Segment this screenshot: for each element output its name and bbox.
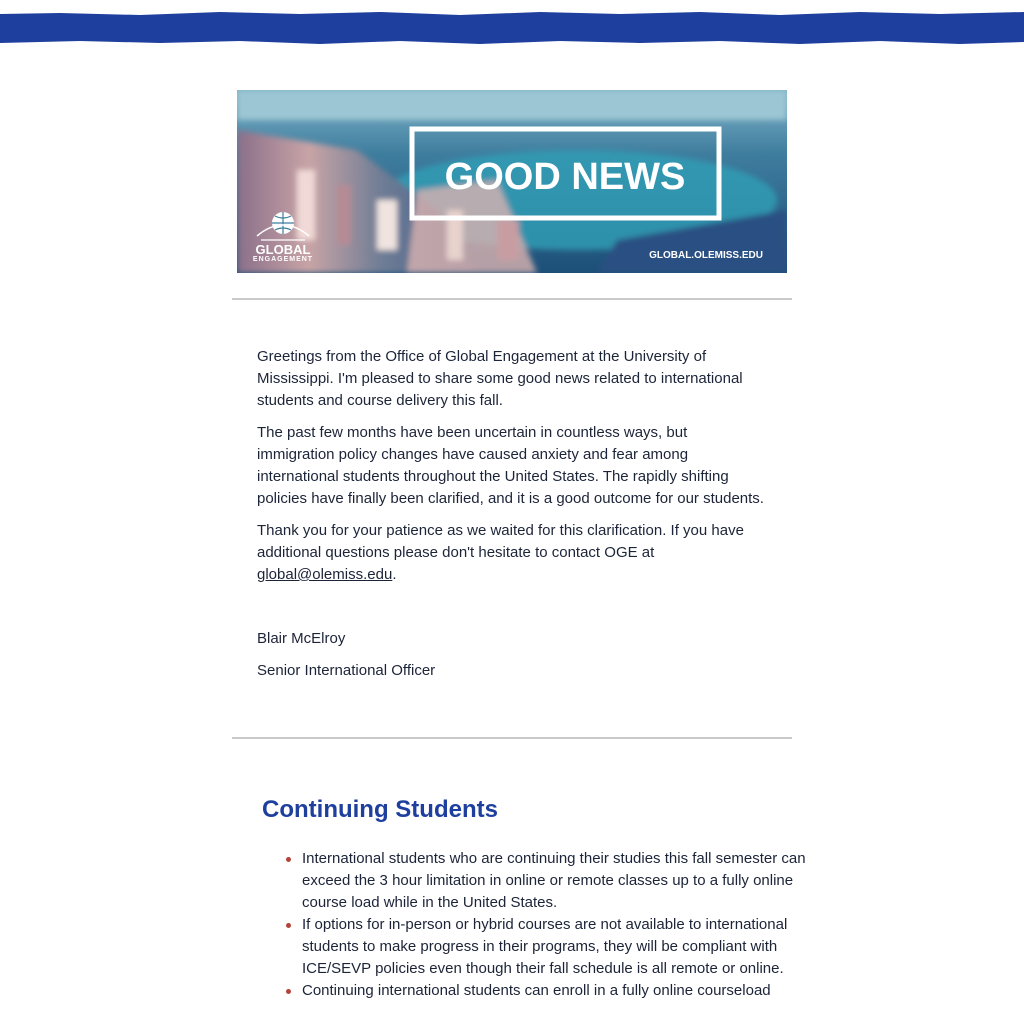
signature-title: Senior International Officer [257, 662, 436, 679]
good-news-banner [237, 90, 787, 273]
divider-bottom [232, 737, 792, 739]
section-heading-continuing: Continuing Students [262, 796, 498, 823]
paragraph-policy: The past few months have been uncertain in countless ways, but immigration policy changes have caused anxiety and fear among international students throughout the United States. The rapidly shifting policies have finally been clarified, and it is a good outcome for our students. [257, 424, 764, 507]
continuing-list [257, 848, 812, 1002]
banner-url: GLOBAL.OLEMISS.EDU [649, 250, 763, 261]
list-item: If options for in-person or hybrid courses are not available to international students to make progress in their programs, they will be compliant with ICE/SEVP policies even though their fall schedule is all remote or online. [302, 914, 812, 980]
banner-headline: GOOD NEWS [444, 156, 686, 198]
banner-logo-line1: GLOBAL [255, 242, 311, 257]
banner-logo-line2: ENGAGEMENT [252, 256, 314, 263]
divider-top [232, 298, 792, 300]
email-link[interactable]: global@olemiss.edu [257, 566, 393, 583]
header-brush-band [0, 0, 1024, 48]
signature-name: Blair McElroy [257, 630, 346, 647]
paragraph-thanks-end: . [392, 566, 397, 583]
list-item: International students who are continuing their studies this fall semester can exceed the 3 hour limitation in online or remote classes up to a fully online course load while in the United States. [302, 848, 812, 914]
paragraph-thanks-text: Thank you for your patience as we waited for this clarification. If you have additional questions please don't hesitate to contact OGE at [257, 522, 744, 561]
paragraph-thanks [257, 520, 767, 586]
message-body [257, 346, 767, 596]
paragraph-greeting: Greetings from the Office of Global Engagement at the University of Mississippi. I'm pleased to share some good news related to international students and course delivery this fall. [257, 348, 743, 409]
list-item: Continuing international students can enroll in a fully online courseload [302, 980, 812, 1002]
